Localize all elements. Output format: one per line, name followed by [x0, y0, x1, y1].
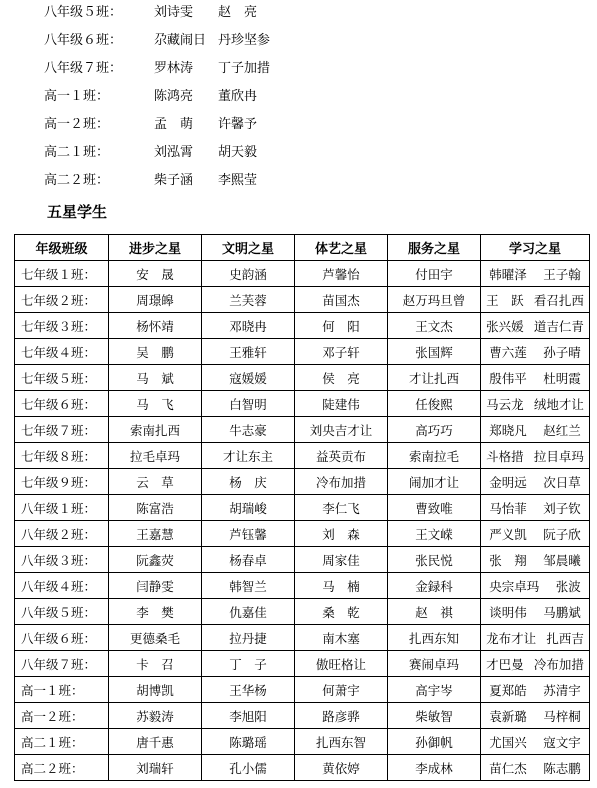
name-cell: 绒地才让: [533, 396, 584, 412]
student-name: 李熙莹: [218, 173, 258, 188]
name-cell: 柴敏智: [388, 703, 481, 729]
study-star-cell: [481, 495, 590, 521]
name-cell: 阮子欣: [543, 526, 581, 542]
name-cell: 陈璐瑶: [202, 729, 295, 755]
class-cell: 七年级９班：: [15, 469, 109, 495]
header-class: 年级班级: [15, 235, 109, 261]
name-cell: 马梓桐: [543, 708, 581, 724]
header-arts-sports-star: 体艺之星: [295, 235, 388, 261]
student-name: 刘诗雯: [154, 5, 194, 20]
student-name: 许馨予: [218, 117, 258, 132]
class-cell: 七年级５班：: [15, 365, 109, 391]
class-cell: 八年级１班：: [15, 495, 109, 521]
name-cell: 寇媛媛: [202, 365, 295, 391]
study-star-cell: [481, 443, 590, 469]
name-cell: 卡 召: [109, 651, 202, 677]
name-cell: 高巧巧: [388, 417, 481, 443]
study-star-cell: [481, 365, 590, 391]
table-row: [15, 469, 590, 495]
study-star-cell: [481, 287, 590, 313]
name-cell: 赵红兰: [543, 422, 581, 438]
section-title: 五星学生: [47, 203, 108, 221]
name-cell: 李旭阳: [202, 703, 295, 729]
name-cell: 张波: [555, 578, 581, 594]
name-cell: 南木塞: [295, 625, 388, 651]
name-cell: 马 楠: [295, 573, 388, 599]
name-cell: 闹加才让: [388, 469, 481, 495]
name-cell: 杨春卓: [202, 547, 295, 573]
study-star-cell: [481, 755, 590, 781]
study-star-cell: [481, 313, 590, 339]
class-cell: 高二２班：: [15, 755, 109, 781]
name-cell: 孙子晴: [543, 344, 581, 360]
student-name: 柴子涵: [154, 173, 194, 188]
class-cell: 七年级７班：: [15, 417, 109, 443]
class-label: 高一１班：: [44, 89, 110, 104]
name-cell: 赛闹卓玛: [388, 651, 481, 677]
name-cell: 兰芙蓉: [202, 287, 295, 313]
name-cell: 侯 亮: [295, 365, 388, 391]
name-cell: 金明远: [489, 474, 527, 490]
name-cell: 王 跃: [486, 292, 524, 308]
table-row: [15, 755, 590, 781]
student-name: 孟 萌: [154, 117, 194, 132]
name-cell: 才让扎西: [388, 365, 481, 391]
study-star-cell: [481, 547, 590, 573]
name-cell: 李成林: [388, 755, 481, 781]
name-cell: 胡瑞峻: [202, 495, 295, 521]
name-cell: 杨 庆: [202, 469, 295, 495]
name-cell: 更德桑毛: [109, 625, 202, 651]
name-cell: 益英贡布: [295, 443, 388, 469]
name-cell: 扎西东智: [295, 729, 388, 755]
name-cell: 马怡菲: [489, 500, 527, 516]
class-cell: 八年级３班：: [15, 547, 109, 573]
name-cell: 孔小儒: [202, 755, 295, 781]
table-row: [15, 313, 590, 339]
name-cell: 刘央吉才让: [295, 417, 388, 443]
name-cell: 拉目卓玛: [533, 448, 584, 464]
name-cell: 傲旺格让: [295, 651, 388, 677]
name-cell: 苏毅涛: [109, 703, 202, 729]
name-cell: 龙布才让: [486, 630, 537, 646]
class-label: 八年级６班：: [44, 33, 123, 48]
name-cell: 丁 子: [202, 651, 295, 677]
name-cell: 任俊熙: [388, 391, 481, 417]
name-cell: 索南拉毛: [388, 443, 481, 469]
name-cell: 芦钰馨: [202, 521, 295, 547]
study-star-cell: [481, 417, 590, 443]
five-star-table: [14, 234, 590, 781]
name-cell: 马 飞: [109, 391, 202, 417]
name-cell: 王文嵘: [388, 521, 481, 547]
class-label: 八年级７班：: [44, 61, 123, 76]
name-cell: 张民悦: [388, 547, 481, 573]
class-label: 高二２班：: [44, 173, 110, 188]
table-row: [15, 703, 590, 729]
name-cell: 寇文宇: [543, 734, 581, 750]
class-label: 八年级５班：: [44, 5, 123, 20]
name-cell: 王文杰: [388, 313, 481, 339]
table-row: [15, 599, 590, 625]
name-cell: 次日草: [543, 474, 581, 490]
name-cell: 谈明伟: [489, 604, 527, 620]
header-civility-star: 文明之星: [202, 235, 295, 261]
name-cell: 阮鑫荧: [109, 547, 202, 573]
student-name: 丹珍坚参: [218, 33, 271, 48]
name-cell: 桑 乾: [295, 599, 388, 625]
class-cell: 八年级２班：: [15, 521, 109, 547]
name-cell: 苗国杰: [295, 287, 388, 313]
name-cell: 拉丹捷: [202, 625, 295, 651]
name-cell: 张国辉: [388, 339, 481, 365]
student-name: 陈鸿亮: [154, 89, 194, 104]
header-progress-star: 进步之星: [109, 235, 202, 261]
class-cell: 七年级６班：: [15, 391, 109, 417]
table-row: [15, 573, 590, 599]
table-row: [15, 651, 590, 677]
name-cell: 何 阳: [295, 313, 388, 339]
study-star-cell: [481, 339, 590, 365]
name-cell: 郑晓凡: [489, 422, 527, 438]
class-cell: 七年级１班：: [15, 261, 109, 287]
student-name: 刘泓霄: [154, 145, 194, 160]
name-cell: 韩智兰: [202, 573, 295, 599]
name-cell: 马云龙: [486, 396, 524, 412]
name-cell: 陈富浩: [109, 495, 202, 521]
name-cell: 冷布加措: [295, 469, 388, 495]
name-cell: 黄依婷: [295, 755, 388, 781]
table-row: [15, 625, 590, 651]
class-cell: 八年级５班：: [15, 599, 109, 625]
name-cell: 央宗卓玛: [489, 578, 540, 594]
table-row: [15, 729, 590, 755]
class-cell: 高二１班：: [15, 729, 109, 755]
name-cell: 邓子轩: [295, 339, 388, 365]
study-star-cell: [481, 703, 590, 729]
name-cell: 拉毛卓玛: [109, 443, 202, 469]
name-cell: 邓晓冉: [202, 313, 295, 339]
class-cell: 七年级２班：: [15, 287, 109, 313]
name-cell: 杜明霞: [543, 370, 581, 386]
name-cell: 扎西东知: [388, 625, 481, 651]
student-name: 胡天毅: [218, 145, 258, 160]
name-cell: 安 晟: [109, 261, 202, 287]
name-cell: 看召扎西: [533, 292, 584, 308]
name-cell: 周璟皞: [109, 287, 202, 313]
class-cell: 七年级８班：: [15, 443, 109, 469]
name-cell: 杨怀靖: [109, 313, 202, 339]
name-cell: 道吉仁青: [533, 318, 584, 334]
name-cell: 才巴曼: [486, 656, 524, 672]
class-cell: 七年级４班：: [15, 339, 109, 365]
table-row: [15, 495, 590, 521]
name-cell: 史韵涵: [202, 261, 295, 287]
name-cell: 金録科: [388, 573, 481, 599]
name-cell: 张兴媛: [486, 318, 524, 334]
name-cell: 王子翰: [543, 266, 581, 282]
study-star-cell: [481, 573, 590, 599]
name-cell: 尤国兴: [489, 734, 527, 750]
name-cell: 邹晨曦: [543, 552, 581, 568]
name-cell: 胡博凯: [109, 677, 202, 703]
name-cell: 马鹏斌: [543, 604, 581, 620]
name-cell: 马 斌: [109, 365, 202, 391]
name-cell: 路彦骅: [295, 703, 388, 729]
name-cell: 孙御帆: [388, 729, 481, 755]
name-cell: 扎西吉: [546, 630, 584, 646]
table-row: [15, 261, 590, 287]
student-name: 尕藏闹日: [154, 33, 207, 48]
class-cell: 八年级４班：: [15, 573, 109, 599]
name-cell: 闫静雯: [109, 573, 202, 599]
student-name: 丁子加措: [218, 61, 271, 76]
class-label: 高一２班：: [44, 117, 110, 132]
class-cell: 七年级３班：: [15, 313, 109, 339]
study-star-cell: [481, 729, 590, 755]
name-cell: 曹六莲: [489, 344, 527, 360]
name-cell: 白智明: [202, 391, 295, 417]
name-cell: 陡建伟: [295, 391, 388, 417]
header-study-star: 学习之星: [481, 235, 590, 261]
name-cell: 王嘉慧: [109, 521, 202, 547]
student-name: 罗林涛: [154, 61, 194, 76]
study-star-cell: [481, 599, 590, 625]
table-row: [15, 339, 590, 365]
name-cell: 王华杨: [202, 677, 295, 703]
name-cell: 付田宇: [388, 261, 481, 287]
name-cell: 索南扎西: [109, 417, 202, 443]
name-cell: 赵 祺: [388, 599, 481, 625]
class-cell: 高一２班：: [15, 703, 109, 729]
name-cell: 韩曜泽: [489, 266, 527, 282]
table-row: [15, 287, 590, 313]
study-star-cell: [481, 469, 590, 495]
table-row: [15, 391, 590, 417]
student-name: 赵 亮: [218, 5, 258, 20]
table-row: [15, 365, 590, 391]
study-star-cell: [481, 391, 590, 417]
study-star-cell: [481, 651, 590, 677]
name-cell: 刘子钦: [543, 500, 581, 516]
name-cell: 殷伟平: [489, 370, 527, 386]
name-cell: 李仁飞: [295, 495, 388, 521]
class-label: 高二１班：: [44, 145, 110, 160]
name-cell: 唐千惠: [109, 729, 202, 755]
table-row: [15, 677, 590, 703]
name-cell: 冷布加措: [533, 656, 584, 672]
study-star-cell: [481, 521, 590, 547]
name-cell: 张 翔: [489, 552, 527, 568]
name-cell: 刘 森: [295, 521, 388, 547]
name-cell: 周家佳: [295, 547, 388, 573]
study-star-cell: [481, 625, 590, 651]
name-cell: 才让东主: [202, 443, 295, 469]
name-cell: 苏清宇: [543, 682, 581, 698]
table-row: [15, 547, 590, 573]
name-cell: 夏郑皓: [489, 682, 527, 698]
class-cell: 高一１班：: [15, 677, 109, 703]
class-cell: 八年级６班：: [15, 625, 109, 651]
table-row: [15, 443, 590, 469]
name-cell: 芦馨怡: [295, 261, 388, 287]
name-cell: 曹致唯: [388, 495, 481, 521]
name-cell: 王雅轩: [202, 339, 295, 365]
class-cell: 八年级７班：: [15, 651, 109, 677]
table-row: [15, 417, 590, 443]
name-cell: 袁新璐: [489, 708, 527, 724]
name-cell: 仇嘉佳: [202, 599, 295, 625]
student-name: 董欣冉: [218, 89, 258, 104]
name-cell: 苗仁杰: [489, 760, 527, 776]
name-cell: 陈志鹏: [543, 760, 581, 776]
name-cell: 云 草: [109, 469, 202, 495]
name-cell: 斗格措: [486, 448, 524, 464]
study-star-cell: [481, 261, 590, 287]
name-cell: 赵万玛旦曾: [388, 287, 481, 313]
table-row: [15, 521, 590, 547]
header-service-star: 服务之星: [388, 235, 481, 261]
table-header-row: [15, 235, 590, 261]
name-cell: 刘瑞轩: [109, 755, 202, 781]
name-cell: 牛志豪: [202, 417, 295, 443]
name-cell: 严义凯: [489, 526, 527, 542]
name-cell: 李 樊: [109, 599, 202, 625]
name-cell: 高宇岑: [388, 677, 481, 703]
study-star-cell: [481, 677, 590, 703]
name-cell: 吴 鹏: [109, 339, 202, 365]
name-cell: 何萧宇: [295, 677, 388, 703]
